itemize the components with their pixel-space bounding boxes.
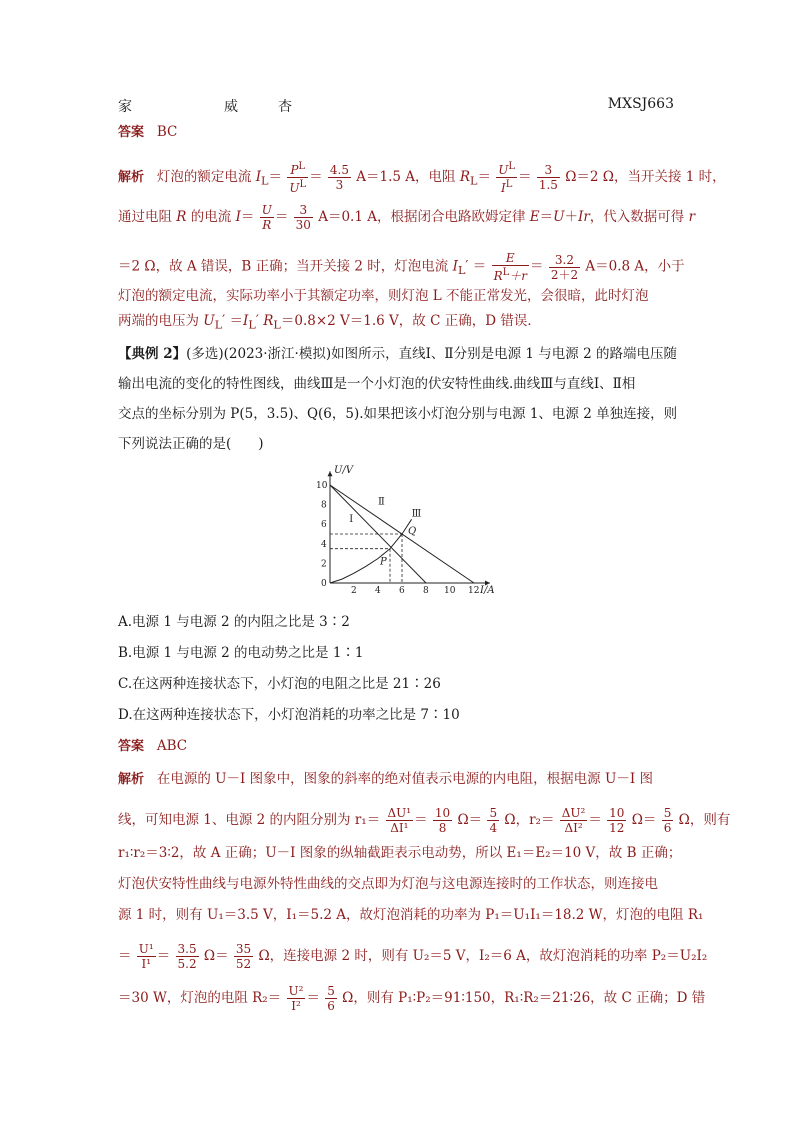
text: ′: [255, 313, 264, 329]
text: Ω，连接电源 2 时，则有 U₂＝5 V，I₂＝6 A，故灯泡消耗的功率 P₂＝U₂I₂: [254, 948, 708, 964]
y-tick-label: 8: [321, 500, 327, 511]
eq: ＝: [414, 812, 428, 828]
analysis-2-line-1: [118, 769, 653, 790]
num: 35: [235, 942, 252, 956]
sup: L: [502, 267, 510, 278]
den: 6: [663, 821, 672, 835]
den: 1.5: [538, 178, 558, 192]
sub: L: [469, 174, 478, 188]
y-tick-label: 4: [321, 539, 327, 550]
text: (多选)(2023·浙江·模拟)如图所示，直线Ⅰ、Ⅱ分别是电源 1 与电源 2 的路端电压随: [186, 346, 677, 362]
plus: ＋: [564, 209, 578, 225]
den: R: [262, 218, 272, 232]
text: Ω＝: [199, 948, 229, 964]
header-code: MXSJ663: [607, 96, 674, 112]
analysis-2-line-3: r₁∶r₂＝3∶2，故 A 正确；U－I 图象的纵轴截距表示电动势，所以 E₁＝E₂＝10 V，故 B 正确；: [118, 845, 682, 861]
sup: L: [505, 179, 513, 190]
den: 6: [327, 999, 335, 1013]
num: E: [492, 251, 529, 266]
den: 2＋2: [550, 267, 579, 282]
example-line-4: 下列说法正确的是( ): [118, 436, 264, 452]
num: 5: [663, 806, 672, 820]
num: U²: [288, 984, 304, 998]
fraction: [492, 251, 529, 283]
text: 灯泡的额定电流: [156, 169, 252, 185]
var-i: I: [255, 169, 262, 185]
eq: ＝: [477, 169, 491, 185]
num: 3: [294, 203, 313, 218]
num: 5: [489, 806, 498, 820]
y-tick-label: 6: [321, 520, 327, 531]
var: r: [688, 209, 696, 225]
point-p: P: [380, 556, 387, 568]
text: ＝2 Ω，故 A 错误，B 正确；当开关接 2 时，灯泡电流: [118, 258, 453, 275]
answer-2: [118, 736, 187, 757]
point-q: Q: [408, 526, 417, 537]
y-axis-arrow: [328, 471, 333, 476]
var: U: [203, 313, 215, 329]
text: A＝0.8 A，小于: [581, 258, 685, 275]
num: 3.5: [177, 942, 197, 956]
text: Ω，则有 P₁∶P₂＝91∶150，R₁∶R₂＝21∶26，故 C 正确；D 错: [337, 990, 706, 1006]
den: 4: [489, 821, 498, 835]
num: 3.2: [549, 253, 580, 268]
den: ΔI²: [564, 821, 583, 835]
analysis-2-line-7: [118, 984, 705, 1013]
answer-value: ABC: [156, 738, 188, 754]
sub: L: [273, 318, 281, 332]
fraction: [260, 203, 274, 232]
den: U: [289, 181, 300, 195]
x-tick-label: 8: [423, 586, 429, 596]
text: ′ ＝: [465, 258, 487, 275]
sup: L: [298, 161, 306, 172]
text: ＝: [118, 948, 132, 964]
y-tick-label: 0: [321, 579, 327, 589]
fraction: [386, 806, 414, 835]
fraction: [287, 984, 306, 1013]
eq: ＝: [156, 948, 171, 964]
fraction: [487, 806, 499, 835]
fraction: [234, 942, 253, 971]
var: U: [553, 209, 565, 225]
den: 30: [295, 218, 311, 232]
var: I: [235, 209, 241, 225]
text: Ω＝: [627, 812, 657, 828]
fraction: [607, 806, 626, 835]
option-a: A.电源 1 与电源 2 的内阻之比是 3∶2: [118, 614, 350, 630]
den: ＋r: [509, 269, 528, 283]
x-tick-label: 6: [399, 586, 405, 596]
answer-value: BC: [156, 124, 178, 140]
num: 5: [327, 984, 335, 998]
text: A＝1.5 A，电阻: [351, 169, 460, 185]
fraction: [176, 942, 199, 971]
sup: L: [508, 161, 516, 172]
text: Ω＝2 Ω，当开关接 1 时，: [560, 169, 726, 185]
curve-iii: [330, 519, 412, 583]
var: R: [263, 313, 274, 329]
analysis-1-line-5: [118, 311, 541, 336]
fraction: [328, 163, 351, 192]
var: I: [243, 313, 249, 329]
text: 的电流: [186, 209, 236, 225]
header-char-1: 家: [118, 99, 132, 115]
ui-graph: [300, 465, 495, 600]
var: E: [529, 209, 540, 225]
eq: ＝: [518, 169, 532, 185]
eq: ＝: [309, 169, 323, 185]
x-tick-label: 2: [351, 586, 357, 596]
x-tick-label: 4: [375, 586, 381, 596]
example-line-3: 交点的坐标分别为 P(5，3.5)、Q(6，5).如果把该小灯泡分别与电源 1、电源 2 单独连接，则: [118, 406, 678, 422]
num: U: [261, 203, 272, 217]
text: 线，可知电源 1、电源 2 的内阻分别为 r₁＝: [118, 812, 381, 828]
text: Ω＝: [453, 812, 483, 828]
fraction: [325, 984, 337, 1013]
num: U: [498, 163, 509, 177]
num: 10: [609, 806, 625, 820]
x-tick-label: 10: [444, 586, 456, 596]
text: ＝0.8×2 V＝1.6 V，故 C 正确，D 错误．: [280, 313, 541, 329]
text: ，代入数据可得: [589, 209, 689, 225]
den: 8: [438, 821, 447, 835]
analysis-label: 解析: [118, 170, 145, 185]
label-iii: Ⅲ: [411, 508, 422, 520]
eq: ＝: [306, 990, 320, 1006]
text: A＝0.1 A，根据闭合电路欧姆定律: [313, 209, 530, 225]
y-axis-label: U/V: [334, 465, 354, 477]
fraction: [294, 203, 313, 232]
header-char-2: 威: [224, 99, 238, 115]
answer-label: 答案: [118, 739, 145, 754]
var: I: [452, 258, 458, 275]
num: ΔU¹: [387, 806, 412, 820]
eq: ＝: [268, 169, 283, 185]
sub: L: [261, 174, 269, 188]
analysis-2-line-2: [118, 806, 730, 835]
analysis-1-line-2: [118, 203, 695, 232]
example-line-1: [118, 344, 677, 364]
text: ＝30 W，灯泡的电阻 R₂＝: [118, 990, 282, 1006]
var: Ir: [578, 209, 590, 225]
sub: L: [248, 318, 256, 332]
label-i: Ⅰ: [349, 514, 354, 526]
analysis-1-line-1: [118, 160, 726, 195]
num: U¹: [138, 942, 154, 956]
y-tick-label: 2: [321, 559, 327, 570]
analysis-1-line-3: [118, 251, 685, 283]
num: 4.5: [329, 163, 349, 177]
eq: ＝: [530, 258, 544, 275]
den: I¹: [141, 957, 152, 971]
fraction: [433, 806, 452, 835]
x-axis-label: I/A: [480, 585, 495, 596]
den: I: [500, 181, 506, 195]
num: 3: [537, 163, 560, 178]
answer-1: [118, 122, 177, 143]
x-tick-label: 12: [468, 586, 480, 596]
var: R: [176, 209, 187, 225]
den: 12: [609, 821, 625, 835]
fraction: [537, 163, 560, 192]
den: 52: [235, 957, 252, 971]
sub: L: [214, 318, 223, 332]
sup: L: [299, 179, 307, 190]
eq: ＝: [274, 209, 289, 225]
page-header: [118, 96, 674, 116]
sub: L: [457, 264, 466, 278]
text: ′ ＝: [222, 313, 244, 329]
label-ii: Ⅱ: [378, 496, 385, 508]
den: 3: [335, 178, 344, 192]
fraction: [496, 160, 517, 195]
fraction: [560, 806, 588, 835]
den: 5.2: [177, 957, 197, 971]
fraction: [287, 160, 308, 195]
text: 通过电阻: [118, 209, 177, 225]
option-c: C.在这两种连接状态下，小灯泡的电阻之比是 21∶26: [118, 676, 441, 692]
num: 10: [434, 806, 451, 820]
eq: ＝: [240, 209, 255, 225]
analysis-label: 解析: [118, 772, 145, 787]
y-tick-label: 10: [316, 481, 328, 491]
den: R: [493, 269, 503, 283]
num: ΔU²: [561, 806, 586, 820]
analysis-2-line-5: 源 1 时，则有 U₁＝3.5 V，I₁＝5.2 A，故灯泡消耗的功率为 P₁＝U₁I₁＝18.2 W，灯泡的电阻 R₁: [118, 907, 704, 923]
var-r: R: [459, 169, 470, 185]
eq: ＝: [539, 209, 554, 225]
text: 两端的电压为: [118, 313, 204, 329]
analysis-2-line-4: 灯泡伏安特性曲线与电源外特性曲线的交点即为灯泡与这电源连接时的工作状态，则连接电: [118, 876, 658, 892]
text: Ω，r₂＝: [500, 812, 555, 828]
eq: ＝: [588, 812, 602, 828]
example-tag: 【典例 2】: [118, 346, 187, 362]
den: I²: [291, 999, 301, 1013]
answer-label: 答案: [118, 125, 145, 140]
fraction: [662, 806, 674, 835]
option-b: B.电源 1 与电源 2 的电动势之比是 1∶1: [118, 645, 364, 661]
text: Ω，则有: [674, 812, 731, 828]
header-char-3: 杏: [278, 99, 292, 115]
den: ΔI¹: [390, 821, 409, 835]
analysis-1-line-4: 灯泡的额定电流，实际功率小于其额定功率，则灯泡 L 不能正常发光，会很暗，此时灯泡: [118, 288, 649, 304]
fraction: [549, 253, 580, 282]
fraction: [137, 942, 156, 971]
text: 在电源的 U－I 图象中，图象的斜率的绝对值表示电源的内电阻，根据电源 U－I 图: [156, 771, 653, 787]
example-line-2: 输出电流的变化的特性图线，曲线Ⅲ是一个小灯泡的伏安特性曲线.曲线Ⅲ与直线Ⅰ、Ⅱ相: [118, 376, 636, 392]
option-d: D.在这两种连接状态下，小灯泡消耗的功率之比是 7∶10: [118, 707, 460, 723]
num: P: [290, 163, 299, 177]
analysis-2-line-6: [118, 942, 707, 971]
